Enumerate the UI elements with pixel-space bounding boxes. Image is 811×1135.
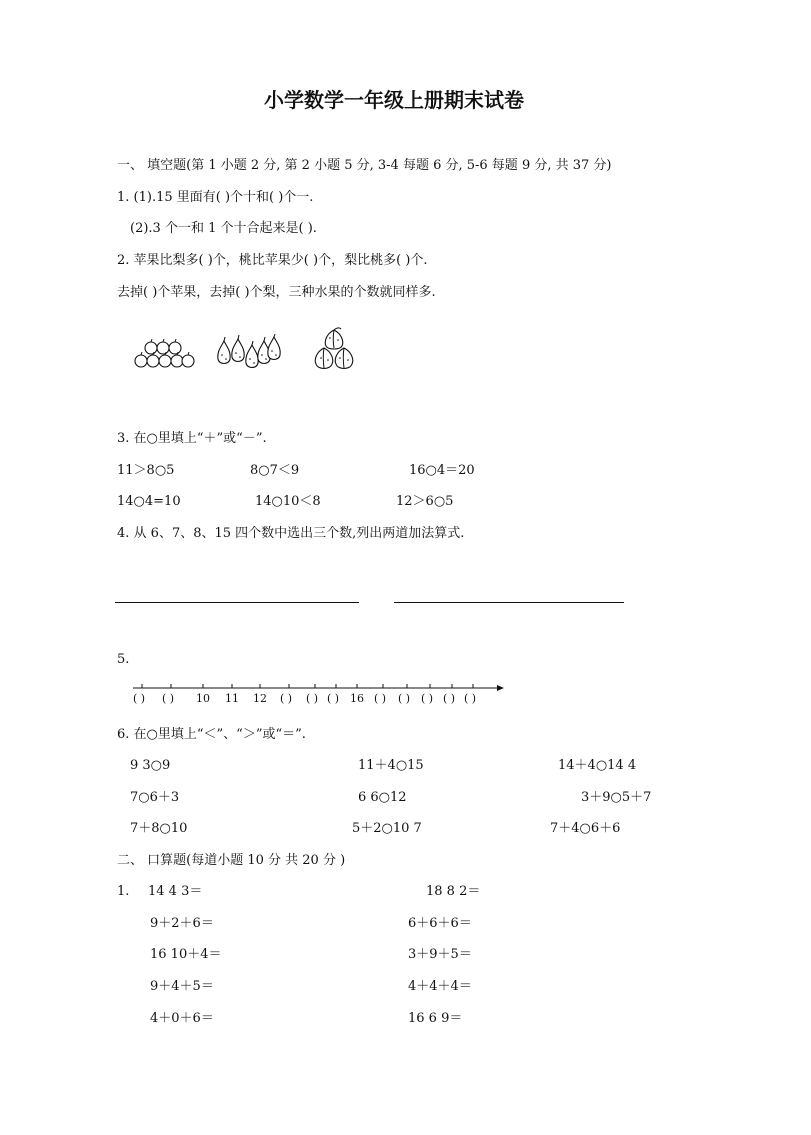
oral-item: 14 4 3＝	[148, 884, 203, 899]
q2-line1: 2. 苹果比梨多( )个，桃比苹果少( )个，梨比桃多( )个.	[117, 253, 428, 268]
number-line-label: ( )	[162, 692, 175, 705]
oral-item: 9＋2＋6＝	[150, 916, 214, 931]
q6-item: 9 3○9	[130, 758, 171, 773]
oral-item: 3＋9＋5＝	[408, 947, 472, 962]
section-1-heading: 一、 填空题(第 1 小题 2 分, 第 2 小题 5 分, 3-4 每题 6 分, 5-6 每题 9 分, 共 37 分)	[117, 158, 612, 173]
number-line-label: ( )	[443, 692, 456, 705]
number-line-label: ( )	[398, 692, 411, 705]
q6-item: 11＋4○15	[358, 758, 424, 773]
number-line-label: ( )	[374, 692, 387, 705]
number-line-label: 16	[350, 692, 364, 705]
q6-item: 6 6○12	[358, 790, 407, 805]
arrow-right-icon	[497, 685, 504, 691]
number-line	[133, 680, 505, 710]
section-2-heading: 二、 口算题(每道小题 10 分 共 20 分 )	[117, 853, 346, 868]
q6-item: 7○6＋3	[130, 790, 180, 805]
number-line-label: 12	[253, 692, 267, 705]
oral-item: 18 8 2＝	[426, 884, 481, 899]
number-line-label: ( )	[133, 692, 146, 705]
page-title: 小学数学一年级上册期末试卷	[264, 88, 524, 112]
pears-illustration	[214, 333, 282, 371]
oral-item: 4＋4＋4＝	[408, 979, 472, 994]
q3-item: 14○4=10	[117, 494, 181, 509]
q5-stem: 5.	[117, 652, 130, 667]
number-line-label: ( )	[306, 692, 319, 705]
number-line-label: 11	[225, 692, 239, 705]
q3-item: 12＞6○5	[396, 494, 454, 509]
q1-part1: 1. (1).15 里面有( )个十和( )个一.	[117, 190, 314, 205]
q3-item: 14○10＜8	[255, 494, 321, 509]
q4-stem: 4. 从 6、7、8、15 四个数中选出三个数,列出两道加法算式.	[117, 526, 465, 541]
q3-item: 16○4＝20	[409, 463, 475, 478]
q3-item: 11＞8○5	[117, 463, 175, 478]
apples-illustration	[133, 336, 195, 370]
number-line-label: ( )	[464, 692, 477, 705]
oral-item: 16 10＋4＝	[150, 947, 222, 962]
answer-line-1[interactable]	[115, 602, 359, 603]
peaches-illustration	[312, 326, 356, 372]
oral-item: 4＋0＋6＝	[150, 1011, 214, 1026]
number-line-label: ( )	[421, 692, 434, 705]
number-line-label: ( )	[327, 692, 340, 705]
oral-item: 9＋4＋5＝	[150, 979, 214, 994]
number-line-label: 10	[196, 692, 210, 705]
answer-line-2[interactable]	[394, 602, 624, 603]
q1-part2: (2).3 个一和 1 个十合起来是( ).	[130, 221, 317, 236]
oral-item: 6＋6＋6＝	[408, 916, 472, 931]
oral-question-number: 1.	[117, 884, 130, 899]
q3-stem: 3. 在○里填上“＋”或“－”.	[117, 431, 267, 446]
oral-item: 16 6 9＝	[408, 1011, 463, 1026]
number-line-label: ( )	[280, 692, 293, 705]
q6-item: 3＋9○5＋7	[581, 790, 652, 805]
q6-stem: 6. 在○里填上“＜”、“＞”或“＝”.	[117, 727, 306, 742]
q6-item: 14＋4○14 4	[558, 758, 637, 773]
q6-item: 7＋8○10	[130, 821, 188, 836]
q2-line2: 去掉( )个苹果，去掉( )个梨，三种水果的个数就同样多.	[117, 285, 436, 300]
q3-item: 8○7＜9	[250, 463, 300, 478]
q6-item: 5＋2○10 7	[352, 821, 422, 836]
q6-item: 7＋4○6＋6	[550, 821, 621, 836]
